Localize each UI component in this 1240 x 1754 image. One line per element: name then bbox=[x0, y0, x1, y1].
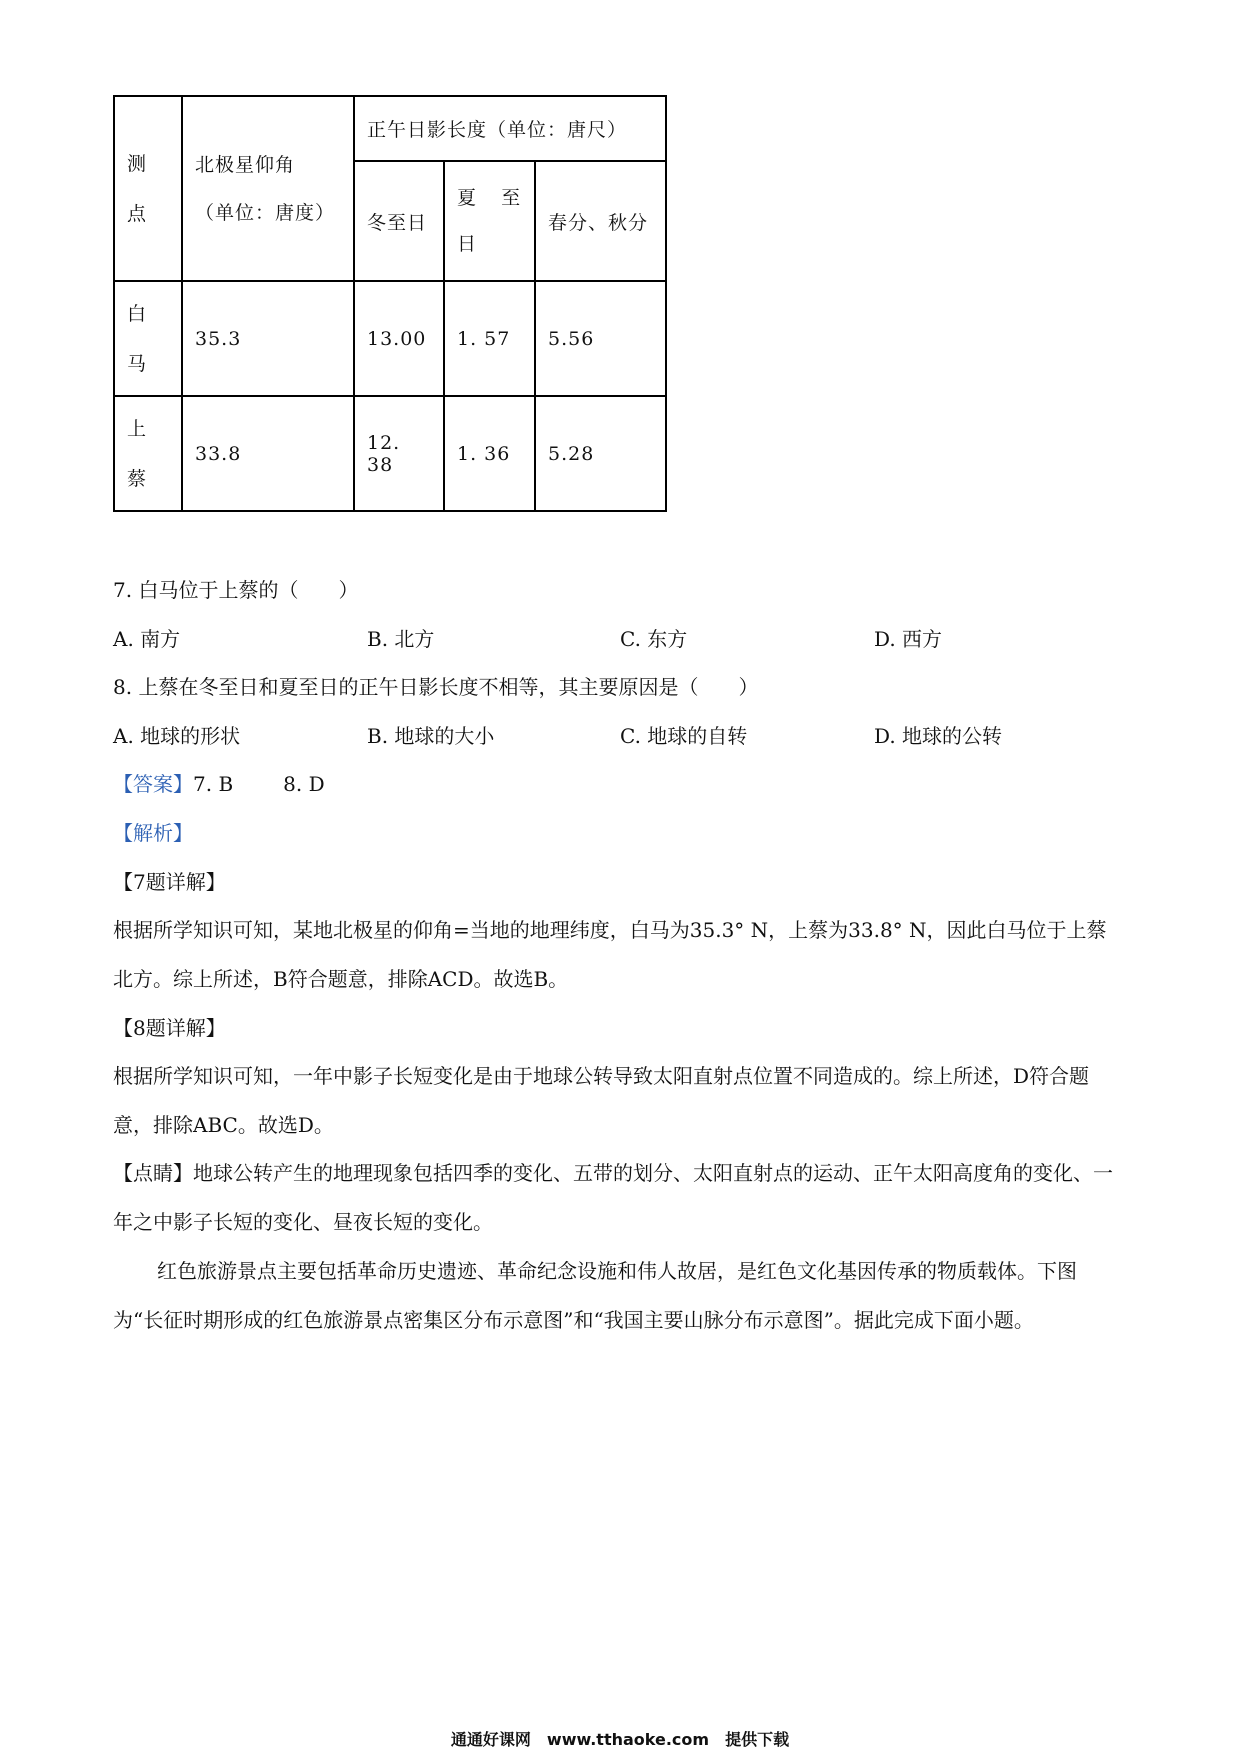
intro-paragraph: 红色旅游景点主要包括革命历史遗迹、革命纪念设施和伟人故居，是红色文化基因传承的物质载体。下图为“长征时期形成的红色旅游景点密集区分布示意图”和“我国主要山脉分布示意图”。据此完成下面小题。 bbox=[113, 1259, 1077, 1332]
summer-cell: 1. 36 bbox=[444, 396, 535, 511]
q8-option-a: A. 地球的形状 bbox=[113, 724, 241, 748]
detail-7-label: 【7题详解】 bbox=[113, 870, 226, 894]
q8-option-c: C. 地球的自转 bbox=[620, 724, 748, 748]
polaris-cell: 33.8 bbox=[182, 396, 354, 511]
q7-option-a: A. 南方 bbox=[113, 627, 181, 651]
q7-option-d: D. 西方 bbox=[874, 627, 943, 651]
detail-8-label: 【8题详解】 bbox=[113, 1016, 226, 1040]
q8-option-b: B. 地球的大小 bbox=[367, 724, 495, 748]
header-summer: 夏 至 日 bbox=[444, 161, 535, 281]
equinox-cell: 5.56 bbox=[535, 281, 666, 396]
tip-text: 地球公转产生的地理现象包括四季的变化、五带的划分、太阳直射点的运动、正午太阳高度角的变化、一年之中影子长短的变化、昼夜长短的变化。 bbox=[113, 1161, 1113, 1234]
table-row bbox=[114, 396, 666, 511]
header-polaris: 北极星仰角 （单位：唐度） bbox=[182, 96, 354, 281]
q7-option-b: B. 北方 bbox=[367, 627, 435, 651]
table-row bbox=[114, 281, 666, 396]
question-7-stem: 7. 白马位于上蔡的（ ） bbox=[113, 578, 359, 602]
summer-cell: 1. 57 bbox=[444, 281, 535, 396]
page-footer: 通通好课网 www.tthaoke.com 提供下载 bbox=[450, 1730, 790, 1749]
station-cell: 白 马 bbox=[114, 281, 182, 396]
equinox-cell: 5.28 bbox=[535, 396, 666, 511]
answer-label: 【答案】 bbox=[113, 772, 193, 796]
answer-q8: 8. D bbox=[283, 772, 325, 796]
detail-8-text: 根据所学知识可知，一年中影子长短变化是由于地球公转导致太阳直射点位置不同造成的。综上所述，D符合题意，排除ABC。故选D。 bbox=[113, 1064, 1090, 1137]
winter-cell: 13.00 bbox=[354, 281, 444, 396]
analysis-label: 【解析】 bbox=[113, 821, 193, 845]
polaris-cell: 35.3 bbox=[182, 281, 354, 396]
answer-q7: 7. B bbox=[193, 772, 234, 796]
observation-table bbox=[113, 95, 667, 512]
answer-line bbox=[113, 772, 325, 796]
winter-cell: 12. 38 bbox=[354, 396, 444, 511]
question-8-stem: 8. 上蔡在冬至日和夏至日的正午日影长度不相等，其主要原因是（ ） bbox=[113, 675, 759, 699]
header-shadow: 正午日影长度（单位：唐尺） bbox=[354, 96, 666, 161]
q7-option-c: C. 东方 bbox=[620, 627, 688, 651]
q8-option-d: D. 地球的公转 bbox=[874, 724, 1003, 748]
station-cell: 上 蔡 bbox=[114, 396, 182, 511]
tip-label: 【点睛】 bbox=[113, 1161, 193, 1185]
detail-7-text: 根据所学知识可知，某地北极星的仰角=当地的地理纬度，白马为35.3° N，上蔡为33.8° N，因此白马位于上蔡北方。综上所述，B符合题意，排除ACD。故选B。 bbox=[113, 918, 1107, 991]
header-winter: 冬至日 bbox=[354, 161, 444, 281]
header-equinox: 春分、秋分 bbox=[535, 161, 666, 281]
header-station: 测点 bbox=[114, 96, 182, 281]
tip-paragraph bbox=[113, 1149, 1123, 1247]
